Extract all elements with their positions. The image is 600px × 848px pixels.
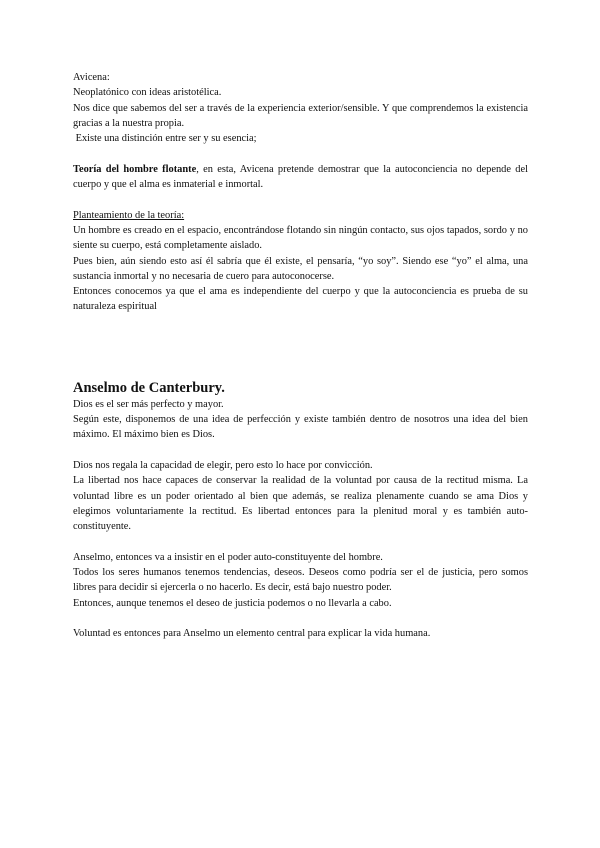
planteamiento-line-1: Un hombre es creado en el espacio, encontrándose flotando sin ningún contacto, sus ojos tapados, sordo y no siente su cuerpo, está completamente aislado. (73, 224, 528, 252)
document-page (73, 70, 528, 642)
anselmo-line-4: La libertad nos hace capaces de conservar la realidad de la voluntad por causa de la rectitud misma. La voluntad libre es un poder orientado al bien que además, se realiza plenamente cuando se ama Dios y elegimos voluntariamente la rectitud. Es libertad entonces para la plenitud moral y es también auto-constituyente. (73, 475, 528, 533)
anselmo-line-5: Anselmo, entonces va a insistir en el poder auto-constituyente del hombre. (73, 551, 383, 563)
teoria-text: , en esta, Avicena pretende demostrar que la autoconciencia no depende del cuerpo y que el alma es inmaterial e inmortal. (73, 163, 528, 191)
spacer (73, 192, 528, 207)
anselmo-line-8: Voluntad es entonces para Anselmo un elemento central para explicar la vida humana. (73, 628, 431, 640)
anselmo-line-2: Según este, disponemos de una idea de perfección y existe también dentro de nosotros una idea del bien máximo. El máximo bien es Dios. (73, 414, 528, 441)
avicena-line-neoplatonico: Neoplatónico con ideas aristotélica. (73, 87, 222, 99)
avicena-line-distincion: Existe una distinción entre ser y su esencia; (73, 133, 257, 145)
teoria-paragraph (73, 162, 528, 193)
teoria-title: Teoría del hombre flotante (73, 163, 197, 175)
anselmo-line-1: Dios es el ser más perfecto y mayor. (73, 398, 224, 410)
anselmo-line-3: Dios nos regala la capacidad de elegir, pero esto lo hace por convicción. (73, 459, 373, 471)
anselmo-line-6: Todos los seres humanos tenemos tendencias, deseos. Deseos como podría ser el de justicia, pero somos libres para decidir si ejercerla o no hacerlo. Es decir, está bajo nuestro poder. (73, 567, 528, 594)
section-spacer (73, 315, 528, 379)
spacer (73, 443, 528, 458)
spacer (73, 611, 528, 626)
spacer (73, 534, 528, 549)
planteamiento-line-2: Pues bien, aún siendo esto así él sabría que él existe, el pensaría, “yo soy”. Siendo ese “yo” el alma, una sustancia inmortal y no necesaria de cuero para autoconocerse. (73, 255, 528, 282)
anselmo-line-7: Entonces, aunque tenemos el deseo de justicia podemos o no llevarla a cabo. (73, 597, 392, 609)
avicena-line-experiencia: Nos dice que sabemos del ser a través de la experiencia exterior/sensible. Y que comprendemos la existencia gracias a la nuestra propia. (73, 102, 528, 129)
anselmo-heading: Anselmo de Canterbury. (73, 379, 225, 396)
avicena-title: Avicena: (73, 72, 110, 83)
spacer (73, 146, 528, 161)
planteamiento-line-3: Entonces conocemos ya que el ama es independiente del cuerpo y que la autoconciencia es prueba de su naturaleza espiritual (73, 286, 528, 313)
planteamiento-title: Planteamiento de la teoría: (73, 209, 185, 221)
